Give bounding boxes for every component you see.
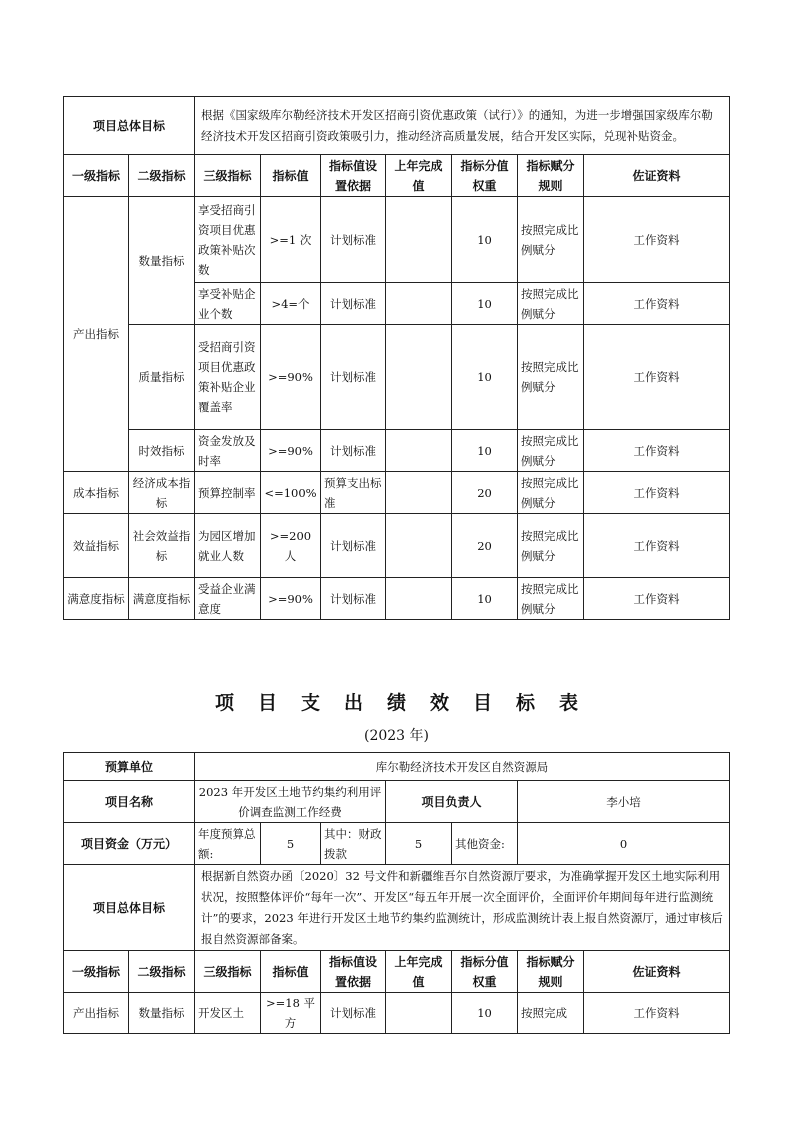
header-row bbox=[64, 155, 730, 197]
evidence: 工作资料 bbox=[584, 325, 730, 430]
prev-value bbox=[386, 514, 452, 578]
indicator-basis: 计划标准 bbox=[321, 578, 386, 620]
table-row bbox=[64, 325, 730, 430]
prev-value bbox=[386, 283, 452, 325]
weight: 10 bbox=[452, 430, 518, 472]
score-rule: 按照完成比例赋分 bbox=[518, 514, 584, 578]
sub-quantity: 数量指标 bbox=[129, 993, 195, 1034]
project-leader-label: 项目负责人 bbox=[386, 781, 518, 823]
header-level3: 三级指标 bbox=[195, 155, 261, 197]
indicator-name: 享受招商引资项目优惠政策补贴次数 bbox=[195, 197, 261, 283]
indicator-value: >=1 次 bbox=[261, 197, 321, 283]
category-satisfaction: 满意度指标 bbox=[64, 578, 129, 620]
indicator-value: >=90% bbox=[261, 325, 321, 430]
indicator-basis: 计划标准 bbox=[321, 993, 386, 1034]
header-prev: 上年完成值 bbox=[386, 951, 452, 993]
indicator-basis: 计划标准 bbox=[321, 283, 386, 325]
indicator-name: 资金发放及时率 bbox=[195, 430, 261, 472]
table-row bbox=[64, 472, 730, 514]
indicator-name: 受招商引资项目优惠政策补贴企业覆盖率 bbox=[195, 325, 261, 430]
project-name-label: 项目名称 bbox=[64, 781, 195, 823]
weight: 10 bbox=[452, 993, 518, 1034]
indicator-basis: 预算支出标准 bbox=[321, 472, 386, 514]
header-level1: 一级指标 bbox=[64, 155, 129, 197]
header-value: 指标值 bbox=[261, 155, 321, 197]
indicator-basis: 计划标准 bbox=[321, 197, 386, 283]
indicator-basis: 计划标准 bbox=[321, 430, 386, 472]
evidence: 工作资料 bbox=[584, 472, 730, 514]
header-basis: 指标值设置依据 bbox=[321, 951, 386, 993]
sub-cost: 经济成本指标 bbox=[129, 472, 195, 514]
evidence: 工作资料 bbox=[584, 993, 730, 1034]
header-evidence: 佐证资料 bbox=[584, 155, 730, 197]
indicator-basis: 计划标准 bbox=[321, 514, 386, 578]
indicator-value: >4=个 bbox=[261, 283, 321, 325]
indicator-value: >=90% bbox=[261, 578, 321, 620]
sub-benefit: 社会效益指标 bbox=[129, 514, 195, 578]
indicator-value: >=200 人 bbox=[261, 514, 321, 578]
table-row bbox=[64, 514, 730, 578]
header-value: 指标值 bbox=[261, 951, 321, 993]
performance-table-continued bbox=[63, 96, 730, 620]
indicator-name: 为园区增加就业人数 bbox=[195, 514, 261, 578]
table-row bbox=[64, 430, 730, 472]
header-level1: 一级指标 bbox=[64, 951, 129, 993]
annual-budget-value: 5 bbox=[261, 823, 321, 865]
weight: 10 bbox=[452, 325, 518, 430]
evidence: 工作资料 bbox=[584, 430, 730, 472]
score-rule: 按照完成比例赋分 bbox=[518, 430, 584, 472]
category-benefit: 效益指标 bbox=[64, 514, 129, 578]
evidence: 工作资料 bbox=[584, 283, 730, 325]
score-rule: 按照完成比例赋分 bbox=[518, 283, 584, 325]
prev-value bbox=[386, 197, 452, 283]
indicator-name: 开发区土 bbox=[195, 993, 261, 1034]
indicator-name: 享受补贴企业个数 bbox=[195, 283, 261, 325]
table-row bbox=[64, 197, 730, 283]
goal-text: 根据《国家级库尔勒经济技术开发区招商引资优惠政策（试行）》的通知，为进一步增强国家级库尔勒经济技术开发区招商引资政策吸引力，推动经济高质量发展，结合开发区实际，兑现补贴资金。 bbox=[195, 97, 730, 155]
score-rule: 按照完成比例赋分 bbox=[518, 197, 584, 283]
score-rule: 按照完成比例赋分 bbox=[518, 325, 584, 430]
score-rule: 按照完成比例赋分 bbox=[518, 472, 584, 514]
weight: 10 bbox=[452, 197, 518, 283]
year-subtitle: (2023 年) bbox=[363, 728, 429, 744]
indicator-value: >=90% bbox=[261, 430, 321, 472]
category-output: 产出指标 bbox=[64, 197, 129, 472]
indicator-name: 预算控制率 bbox=[195, 472, 261, 514]
project-fund-label: 项目资金（万元） bbox=[64, 823, 195, 865]
other-fund-value: 0 bbox=[518, 823, 730, 865]
sub-time: 时效指标 bbox=[129, 430, 195, 472]
sub-satisfaction: 满意度指标 bbox=[129, 578, 195, 620]
header-level2: 二级指标 bbox=[129, 155, 195, 197]
prev-value bbox=[386, 993, 452, 1034]
header-rule: 指标赋分规则 bbox=[518, 951, 584, 993]
score-rule: 按照完成比例赋分 bbox=[518, 578, 584, 620]
score-rule: 按照完成 bbox=[518, 993, 584, 1034]
page-title: 项目支出绩效目标表 bbox=[214, 692, 602, 714]
indicator-value: >=18 平方 bbox=[261, 993, 321, 1034]
indicator-name: 受益企业满意度 bbox=[195, 578, 261, 620]
prev-value bbox=[386, 472, 452, 514]
fiscal-fund-value: 5 bbox=[386, 823, 452, 865]
header-row bbox=[64, 951, 730, 993]
header-evidence: 佐证资料 bbox=[584, 951, 730, 993]
sub-quantity: 数量指标 bbox=[129, 197, 195, 325]
table-row bbox=[64, 578, 730, 620]
goal-label: 项目总体目标 bbox=[64, 865, 195, 951]
header-level3: 三级指标 bbox=[195, 951, 261, 993]
header-rule: 指标赋分规则 bbox=[518, 155, 584, 197]
evidence: 工作资料 bbox=[584, 578, 730, 620]
table-row bbox=[64, 993, 730, 1034]
prev-value bbox=[386, 578, 452, 620]
header-level2: 二级指标 bbox=[129, 951, 195, 993]
header-weight: 指标分值权重 bbox=[452, 155, 518, 197]
other-fund-label: 其他资金: bbox=[452, 823, 518, 865]
category-cost: 成本指标 bbox=[64, 472, 129, 514]
fiscal-fund-label: 其中：财政拨款 bbox=[321, 823, 386, 865]
budget-unit-label: 预算单位 bbox=[64, 753, 195, 781]
indicator-value: <=100% bbox=[261, 472, 321, 514]
goal-text: 根据新自然资办函〔2020〕32 号文件和新疆维吾尔自然资源厅要求，为准确掌握开发区土地实际利用状况，按照整体评价“每年一次”、开发区“每五年开展一次全面评价，全面评价年期间每年进行监测统计”的要求，2023 年进行开发区土地节约集约监测统计，形成监测统计表上报自然资源厅，通过审核后报自然资源部备案。 bbox=[195, 865, 730, 951]
weight: 20 bbox=[452, 472, 518, 514]
header-basis: 指标值设置依据 bbox=[321, 155, 386, 197]
header-prev: 上年完成值 bbox=[386, 155, 452, 197]
header-weight: 指标分值权重 bbox=[452, 951, 518, 993]
project-leader-value: 李小培 bbox=[518, 781, 730, 823]
budget-unit-value: 库尔勒经济技术开发区自然资源局 bbox=[195, 753, 730, 781]
annual-budget-label: 年度预算总额: bbox=[195, 823, 261, 865]
weight: 10 bbox=[452, 283, 518, 325]
performance-table-2023 bbox=[63, 752, 730, 1034]
project-name-value: 2023 年开发区土地节约集约利用评价调查监测工作经费 bbox=[195, 781, 386, 823]
weight: 10 bbox=[452, 578, 518, 620]
prev-value bbox=[386, 430, 452, 472]
sub-quality: 质量指标 bbox=[129, 325, 195, 430]
weight: 20 bbox=[452, 514, 518, 578]
prev-value bbox=[386, 325, 452, 430]
evidence: 工作资料 bbox=[584, 514, 730, 578]
evidence: 工作资料 bbox=[584, 197, 730, 283]
goal-label: 项目总体目标 bbox=[64, 97, 195, 155]
indicator-basis: 计划标准 bbox=[321, 325, 386, 430]
category-output: 产出指标 bbox=[64, 993, 129, 1034]
